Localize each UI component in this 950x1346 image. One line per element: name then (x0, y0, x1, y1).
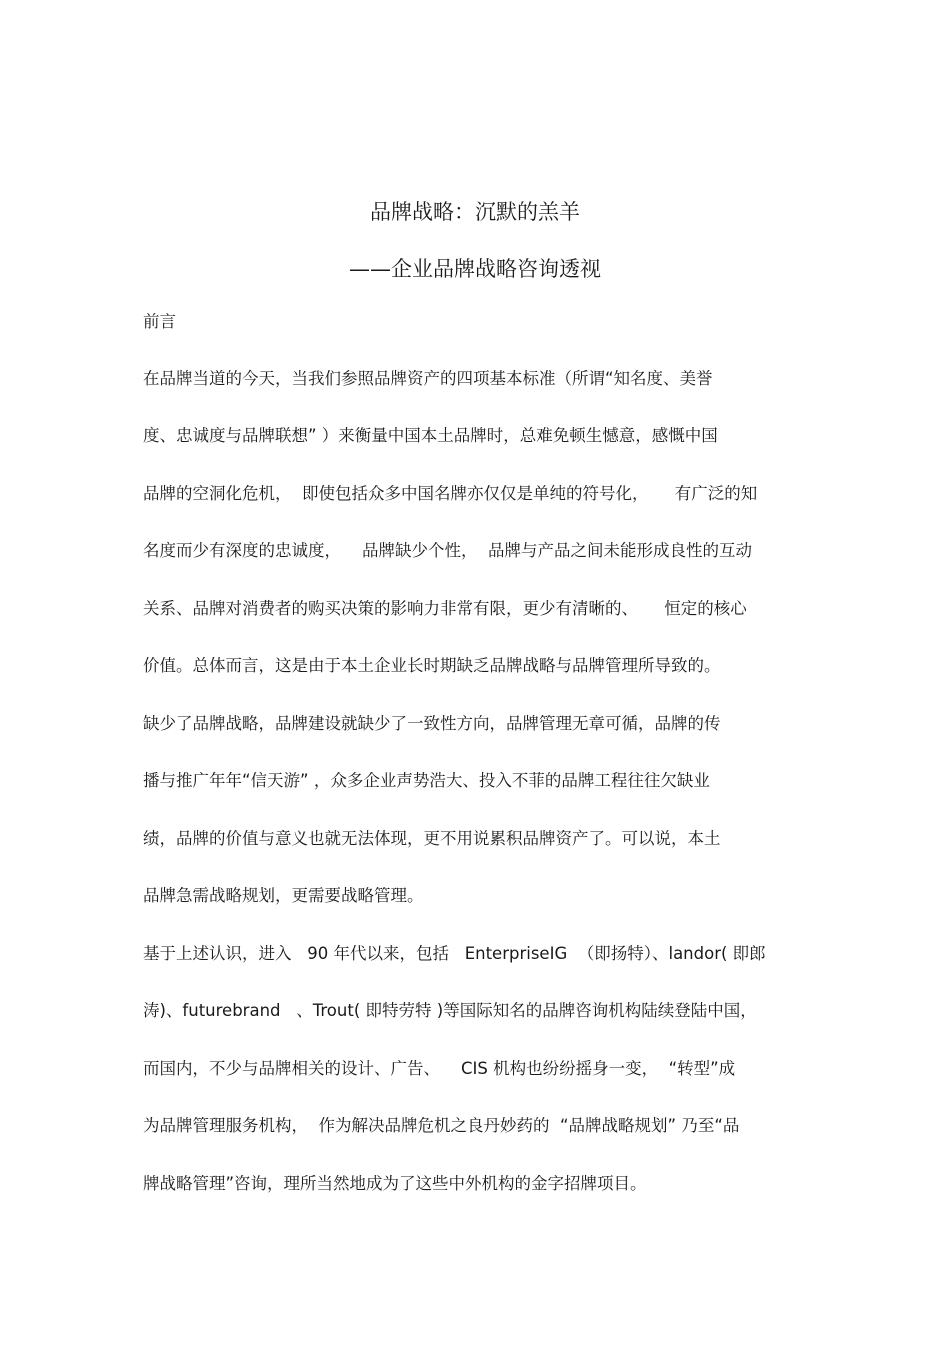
section-heading: 前言 (143, 312, 176, 331)
paragraph-line: 牌战略管理”咨询，理所当然地成为了这些中外机构的金字招牌项目。 (143, 1174, 647, 1193)
paragraph-line: 缺少了品牌战略，品牌建设就缺少了一致性方向，品牌管理无章可循，品牌的传 (143, 714, 721, 733)
paragraph-line: 涛)、futurebrand 、Trout( 即特劳特 )等国际知名的品牌咨询机构陆续登陆中国， (143, 1001, 757, 1020)
paragraph-line: 价值。总体而言，这是由于本土企业长时期缺乏品牌战略与品牌管理所导致的。 (143, 656, 721, 675)
paragraph-line: 品牌急需战略规划，更需要战略管理。 (143, 886, 424, 905)
paragraph-line: 而国内，不少与品牌相关的设计、广告、 CIS 机构也纷纷摇身一变， “转型”成 (143, 1059, 736, 1078)
document-subtitle: ——企业品牌战略咨询透视 (349, 257, 601, 281)
paragraph-line: 基于上述认识，进入 90 年代以来，包括 EnterpriseIG （即扬特）、landor( 即郎 (143, 944, 766, 963)
paragraph-line: 度、忠诚度与品牌联想” ）来衡量中国本土品牌时，总难免顿生憾意，感慨中国 (143, 426, 718, 445)
paragraph-line: 在品牌当道的今天，当我们参照品牌资产的四项基本标准（所谓“知名度、美誉 (143, 369, 713, 388)
paragraph-line: 为品牌管理服务机构， 作为解决品牌危机之良丹妙药的 “品牌战略规划” 乃至“品 (143, 1116, 740, 1135)
paragraph-line: 名度而少有深度的忠诚度， 品牌缺少个性， 品牌与产品之间未能形成良性的互动 (143, 541, 752, 560)
paragraph-line: 绩，品牌的价值与意义也就无法体现，更不用说累积品牌资产了。可以说，本土 (143, 829, 721, 848)
paragraph-line: 品牌的空洞化危机， 即使包括众多中国名牌亦仅仅是单纯的符号化， 有广泛的知 (143, 484, 758, 503)
document-title: 品牌战略：沉默的羔羊 (370, 200, 580, 224)
paragraph-line: 播与推广年年“信天游” ，众多企业声势浩大、投入不菲的品牌工程往往欠缺业 (143, 771, 710, 790)
paragraph-line: 关系、品牌对消费者的购买决策的影响力非常有限，更少有清晰的、 恒定的核心 (143, 599, 747, 618)
